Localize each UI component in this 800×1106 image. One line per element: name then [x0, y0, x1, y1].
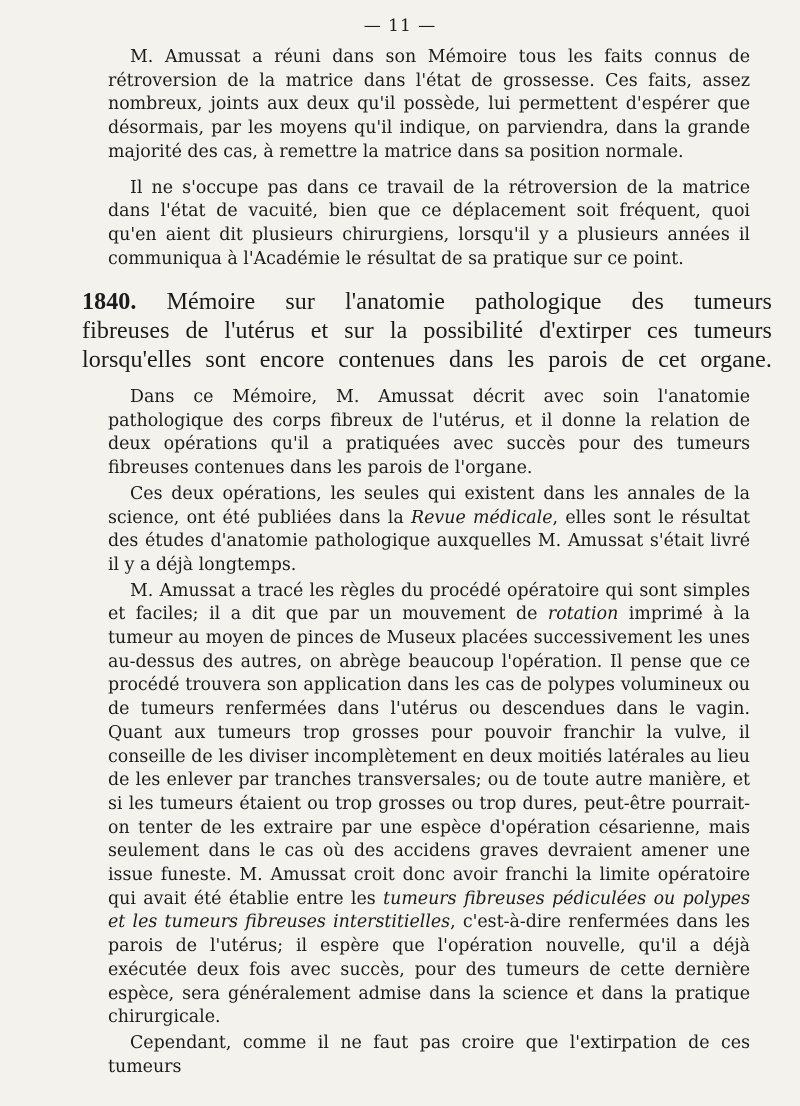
paragraph-procede-operatoire: M. Amussat a tracé les règles du procédé opératoire qui sont simples et faciles; il a dit que par un mouvement de rotation imprimé à la tumeur au moyen de pinces de Museux placées successivement les unes au-dessus des autres, on abrège beaucoup l'opération. Il pense que ce procédé trouvera son application dans les cas de polypes volumineux ou de tumeurs renfermées dans l'utérus ou descendues dans le vagin. Quant aux tumeurs trop grosses pour pouvoir franchir la vulve, il conseille de les diviser incomplètement en deux moitiés latérales au lieu de les enlever par tranches transversales; ou de toute autre manière, et si les tumeurs étaient ou trop grosses ou trop dures, peut-être pourrait-on tenter de les extraire par une espèce d'opération césarienne, mais seulement dans le cas où des accidens graves devraient amener une issue funeste. M. Amussat croit donc avoir franchi la limite opératoire qui avait été établie entre les tumeurs fibreuses pédiculées ou polypes et les tumeurs fibreuses interstitielles, c'est-à-dire renfermées dans les parois de l'utérus; il espère que l'opération nouvelle, qu'il a déjà exécutée deux fois avec succès, pour des tumeurs de cette dernière espèce, sera généralement admise dans la science et dans la pratique chirurgicale.	[108, 580, 750, 1028]
journal-title: Revue médicale	[411, 507, 553, 528]
paragraph-retroversion-vacuite: Il ne s'occupe pas dans ce travail de la rétroversion de la matrice dans l'état de vacuité, bien que ce déplacement soit fréquent, quoi qu'en aient dit plusieurs chirurgiens, lorsqu'il y a plusieurs années il communiqua à l'Académie le résultat de sa pratique sur ce point.	[108, 177, 750, 269]
paragraph-cependant: Cependant, comme il ne faut pas croire que l'extirpation de ces tumeurs	[108, 1032, 750, 1077]
section-heading-1840	[82, 288, 772, 375]
heading-line-3: lorsqu'elles sont encore contenues dans les parois de cet organe.	[82, 347, 772, 373]
heading-year: 1840.	[82, 289, 137, 315]
heading-line-1: 1840. Mémoire sur l'anatomie pathologique des tumeurs	[82, 289, 772, 315]
paragraph-retroversion-grossesse: M. Amussat a réuni dans son Mémoire tous les faits connus de rétroversion de la matrice dans l'état de grossesse. Ces faits, assez nombreux, joints aux deux qu'il possède, lui permettent d'espérer que désormais, par les moyens qu'il indique, on parviendra, dans la grande majorité des cas, à remettre la matrice dans sa position normale.	[108, 47, 750, 162]
term-rotation: rotation	[547, 604, 619, 625]
body-block	[108, 386, 750, 1079]
term-tumeurs: tumeurs fibreuses pédiculées ou polypes et les tumeurs fibreuses interstitielles	[108, 888, 750, 933]
page-number: — 11 —	[363, 16, 437, 36]
intro-block	[108, 46, 750, 271]
paragraph-memoire-description: Dans ce Mémoire, M. Amussat décrit avec soin l'anatomie pathologique des corps fibreux de l'utérus, et il donne la relation de deux opérations qu'il a pratiquées avec succès pour des tumeurs fibreuses contenues dans les parois de l'organe.	[108, 387, 750, 479]
paragraph-deux-operations: Ces deux opérations, les seules qui existent dans les annales de la science, ont été publiées dans la Revue médicale, elles sont le résultat des études d'anatomie pathologique auxquelles M. Amussat s'était livré il y a déjà longtemps.	[108, 483, 750, 575]
heading-line-2: fibreuses de l'utérus et sur la possibilité d'extirper ces tumeurs	[82, 318, 772, 344]
